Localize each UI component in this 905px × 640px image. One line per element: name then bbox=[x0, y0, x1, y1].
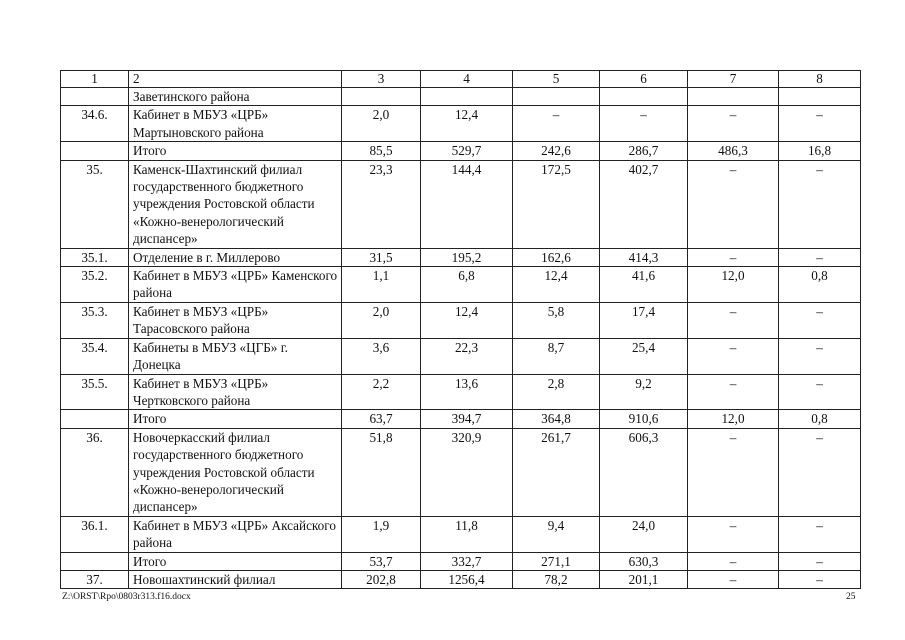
table-cell-col3: 1,1 bbox=[342, 267, 421, 303]
table-cell-col8: 16,8 bbox=[779, 142, 861, 160]
table-cell-col4: 12,4 bbox=[421, 302, 513, 338]
table-cell-col3 bbox=[342, 88, 421, 106]
table-cell-col8: – bbox=[779, 160, 861, 248]
table-cell-col6: 6 bbox=[600, 71, 688, 88]
table-cell-col1: 36.1. bbox=[61, 516, 129, 552]
table-cell-col3: 2,2 bbox=[342, 374, 421, 410]
table-cell-col8: – bbox=[779, 570, 861, 588]
table-cell-col8: – bbox=[779, 302, 861, 338]
table-cell-col6: 17,4 bbox=[600, 302, 688, 338]
table-cell-col5: 172,5 bbox=[513, 160, 600, 248]
table-cell-col2: Отделение в г. Миллерово bbox=[129, 248, 342, 266]
table-cell-col5: 5 bbox=[513, 71, 600, 88]
table-cell-col3: 2,0 bbox=[342, 106, 421, 142]
table-cell-col6: 910,6 bbox=[600, 410, 688, 428]
table-cell-col4: 13,6 bbox=[421, 374, 513, 410]
table-cell-col7: 7 bbox=[688, 71, 779, 88]
table-cell-col4: 195,2 bbox=[421, 248, 513, 266]
table-cell-col3: 53,7 bbox=[342, 552, 421, 570]
table-cell-col3: 23,3 bbox=[342, 160, 421, 248]
table-cell-col6: 286,7 bbox=[600, 142, 688, 160]
table-cell-col4: 1256,4 bbox=[421, 570, 513, 588]
table-cell-col4: 332,7 bbox=[421, 552, 513, 570]
table-row bbox=[61, 338, 861, 374]
table-cell-col2: Кабинеты в МБУЗ «ЦГБ» г. Донецка bbox=[129, 338, 342, 374]
table-cell-col5: 8,7 bbox=[513, 338, 600, 374]
table-cell-col2: Каменск-Шахтинский филиал государственного бюджетного учреждения Ростовской области «Кожно-венерологический диспансер» bbox=[129, 160, 342, 248]
table-cell-col1: 34.6. bbox=[61, 106, 129, 142]
table-cell-col1: 35.3. bbox=[61, 302, 129, 338]
table-cell-col4: 6,8 bbox=[421, 267, 513, 303]
table-cell-col3: 85,5 bbox=[342, 142, 421, 160]
table-cell-col8: 0,8 bbox=[779, 410, 861, 428]
table-cell-col7: – bbox=[688, 338, 779, 374]
table-cell-col1: 35.5. bbox=[61, 374, 129, 410]
table-cell-col5 bbox=[513, 88, 600, 106]
table-cell-col3: 31,5 bbox=[342, 248, 421, 266]
table-cell-col2: Кабинет в МБУЗ «ЦРБ» Каменского района bbox=[129, 267, 342, 303]
table-cell-col1: 35.2. bbox=[61, 267, 129, 303]
table-cell-col2: Кабинет в МБУЗ «ЦРБ» Аксайского района bbox=[129, 516, 342, 552]
table-cell-col7: – bbox=[688, 552, 779, 570]
table-cell-col8: – bbox=[779, 516, 861, 552]
table-cell-col6: 606,3 bbox=[600, 428, 688, 516]
table-cell-col5: 261,7 bbox=[513, 428, 600, 516]
table-cell-col6 bbox=[600, 88, 688, 106]
table-cell-col4: 11,8 bbox=[421, 516, 513, 552]
table-cell-col8: – bbox=[779, 552, 861, 570]
table-cell-col1: 1 bbox=[61, 71, 129, 88]
table-cell-col2: Итого bbox=[129, 410, 342, 428]
table-cell-col1: 35. bbox=[61, 160, 129, 248]
table-cell-col5: 2,8 bbox=[513, 374, 600, 410]
table-row bbox=[61, 106, 861, 142]
table-cell-col1 bbox=[61, 88, 129, 106]
table-cell-col4: 394,7 bbox=[421, 410, 513, 428]
table-cell-col4: 12,4 bbox=[421, 106, 513, 142]
table-cell-col5: 271,1 bbox=[513, 552, 600, 570]
table-cell-col3: 1,9 bbox=[342, 516, 421, 552]
table-cell-col1 bbox=[61, 410, 129, 428]
table-cell-col5: – bbox=[513, 106, 600, 142]
table-cell-col5: 78,2 bbox=[513, 570, 600, 588]
table-cell-col2: Итого bbox=[129, 142, 342, 160]
table-cell-col7: – bbox=[688, 428, 779, 516]
table-cell-col8: – bbox=[779, 374, 861, 410]
table-row bbox=[61, 516, 861, 552]
table-cell-col7: – bbox=[688, 248, 779, 266]
table-cell-col6: – bbox=[600, 106, 688, 142]
table-cell-col4: 4 bbox=[421, 71, 513, 88]
table-row bbox=[61, 570, 861, 588]
table-cell-col7: 486,3 bbox=[688, 142, 779, 160]
table-cell-col5: 9,4 bbox=[513, 516, 600, 552]
table-row bbox=[61, 248, 861, 266]
table-cell-col6: 402,7 bbox=[600, 160, 688, 248]
table-row bbox=[61, 267, 861, 303]
table-cell-col5: 364,8 bbox=[513, 410, 600, 428]
table-cell-col7: – bbox=[688, 160, 779, 248]
table-cell-col2: Заветинского района bbox=[129, 88, 342, 106]
data-table bbox=[60, 70, 861, 589]
table-cell-col1: 35.1. bbox=[61, 248, 129, 266]
table-cell-col8: – bbox=[779, 338, 861, 374]
file-path: Z:\ORST\Rpo\0803r313.f16.docx bbox=[62, 592, 191, 602]
table-cell-col6: 9,2 bbox=[600, 374, 688, 410]
table-cell-col7: 12,0 bbox=[688, 267, 779, 303]
table-cell-col3: 63,7 bbox=[342, 410, 421, 428]
table-cell-col8: – bbox=[779, 106, 861, 142]
table-cell-col8 bbox=[779, 88, 861, 106]
table-cell-col7: – bbox=[688, 570, 779, 588]
table-cell-col6: 630,3 bbox=[600, 552, 688, 570]
table-cell-col3: 202,8 bbox=[342, 570, 421, 588]
table-cell-col2: Кабинет в МБУЗ «ЦРБ» Тарасовского района bbox=[129, 302, 342, 338]
table-cell-col1 bbox=[61, 142, 129, 160]
table-cell-col6: 25,4 bbox=[600, 338, 688, 374]
table-cell-col6: 414,3 bbox=[600, 248, 688, 266]
table-cell-col7: – bbox=[688, 374, 779, 410]
table-cell-col3: 2,0 bbox=[342, 302, 421, 338]
table-row bbox=[61, 142, 861, 160]
table-cell-col8: – bbox=[779, 428, 861, 516]
table-cell-col2: Новошахтинский филиал bbox=[129, 570, 342, 588]
table-cell-col6: 24,0 bbox=[600, 516, 688, 552]
page-number: 25 bbox=[846, 592, 856, 602]
table-cell-col2: Новочеркасский филиал государственного бюджетного учреждения Ростовской области «Кожно-венерологический диспансер» bbox=[129, 428, 342, 516]
table-cell-col7: 12,0 bbox=[688, 410, 779, 428]
table-cell-col3: 3 bbox=[342, 71, 421, 88]
table-cell-col2: Кабинет в МБУЗ «ЦРБ» Чертковского района bbox=[129, 374, 342, 410]
table-cell-col7 bbox=[688, 88, 779, 106]
table-header-row bbox=[61, 71, 861, 88]
table-cell-col7: – bbox=[688, 302, 779, 338]
table-cell-col6: 41,6 bbox=[600, 267, 688, 303]
table-cell-col8: 0,8 bbox=[779, 267, 861, 303]
table-cell-col4: 320,9 bbox=[421, 428, 513, 516]
table-cell-col4: 144,4 bbox=[421, 160, 513, 248]
table-row bbox=[61, 428, 861, 516]
table-cell-col5: 12,4 bbox=[513, 267, 600, 303]
table-cell-col8: 8 bbox=[779, 71, 861, 88]
table-row bbox=[61, 88, 861, 106]
table-cell-col5: 5,8 bbox=[513, 302, 600, 338]
table-cell-col1: 37. bbox=[61, 570, 129, 588]
table-row bbox=[61, 374, 861, 410]
table-cell-col4: 22,3 bbox=[421, 338, 513, 374]
table-body bbox=[61, 71, 861, 589]
table-cell-col3: 51,8 bbox=[342, 428, 421, 516]
table-row bbox=[61, 410, 861, 428]
table-cell-col3: 3,6 bbox=[342, 338, 421, 374]
table-cell-col6: 201,1 bbox=[600, 570, 688, 588]
table-cell-col5: 242,6 bbox=[513, 142, 600, 160]
table-row bbox=[61, 552, 861, 570]
table-cell-col1: 36. bbox=[61, 428, 129, 516]
table-cell-col7: – bbox=[688, 516, 779, 552]
table-cell-col8: – bbox=[779, 248, 861, 266]
table-cell-col5: 162,6 bbox=[513, 248, 600, 266]
table-cell-col4 bbox=[421, 88, 513, 106]
table-cell-col7: – bbox=[688, 106, 779, 142]
table-row bbox=[61, 160, 861, 248]
table-cell-col2: 2 bbox=[129, 71, 342, 88]
table-cell-col4: 529,7 bbox=[421, 142, 513, 160]
table-cell-col1: 35.4. bbox=[61, 338, 129, 374]
table-cell-col2: Итого bbox=[129, 552, 342, 570]
table-row bbox=[61, 302, 861, 338]
table-cell-col2: Кабинет в МБУЗ «ЦРБ» Мартыновского района bbox=[129, 106, 342, 142]
table-cell-col1 bbox=[61, 552, 129, 570]
